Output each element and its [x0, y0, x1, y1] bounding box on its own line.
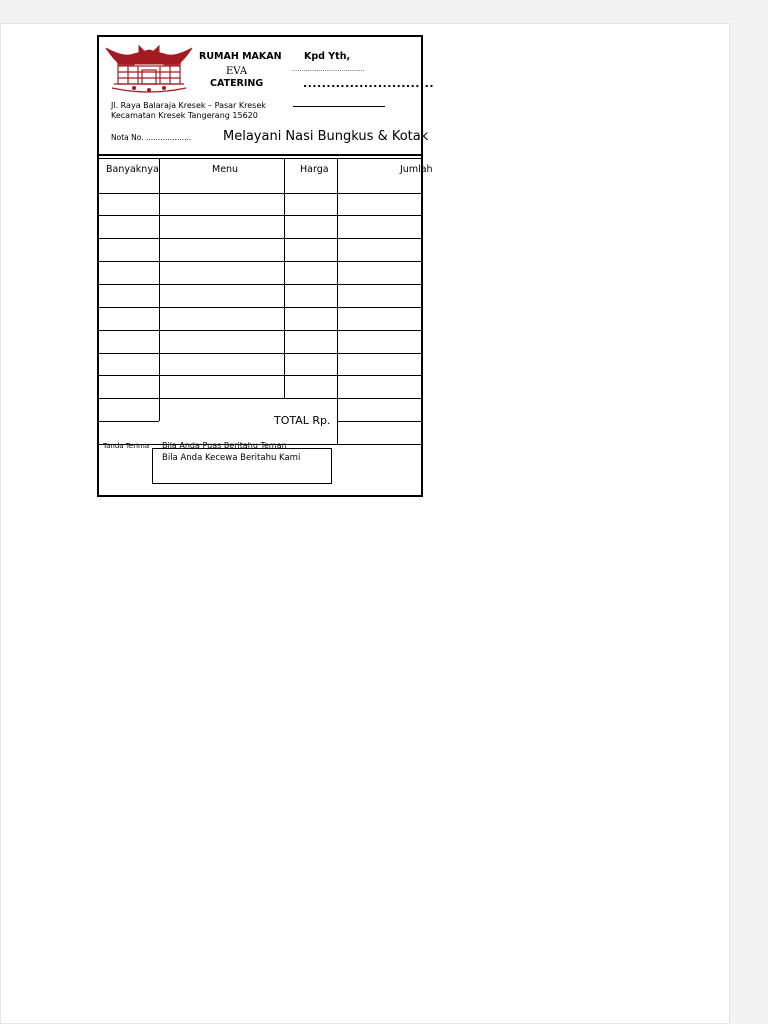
recipient-label: Kpd Yth, — [304, 51, 351, 62]
table-row-line — [337, 421, 421, 422]
table-row-line — [98, 330, 421, 331]
table-row-line — [98, 307, 421, 308]
business-name-line2: EVA — [226, 66, 248, 77]
column-header-harga: Harga — [300, 164, 329, 175]
recipient-dots-line2: ............................ — [303, 77, 435, 90]
address-line1: Jl. Raya Balaraja Kresek – Pasar Kresek — [111, 101, 266, 110]
column-header-menu: Menu — [212, 164, 239, 175]
header-divider-inner — [98, 158, 421, 159]
column-divider — [159, 158, 160, 421]
table-row-line — [98, 353, 421, 354]
disappointed-message: Bila Anda Kecewa Beritahu Kami — [162, 453, 301, 463]
table-row-line — [98, 398, 421, 399]
table-row-line — [98, 375, 421, 376]
table-row-line — [98, 261, 421, 262]
column-divider — [284, 158, 285, 398]
recipient-underline — [293, 106, 385, 107]
column-divider — [337, 158, 338, 444]
table-row-line — [98, 193, 421, 194]
business-name-line1: RUMAH MAKAN — [199, 51, 282, 62]
table-row-line — [98, 421, 159, 422]
table-row-line — [98, 238, 421, 239]
table-row-line — [98, 284, 421, 285]
signature-label: Tanda Terima — [103, 442, 150, 450]
satisfied-message: Bila Anda Puas Beritahu Teman — [162, 441, 287, 450]
tagline: Melayani Nasi Bungkus & Kotak — [223, 129, 429, 144]
header-divider — [98, 154, 421, 156]
total-label: TOTAL Rp. — [274, 414, 331, 427]
recipient-dots-line1: ...................................... — [292, 66, 365, 73]
rumah-gadang-icon — [104, 44, 194, 96]
column-header-banyaknya: Banyaknya — [106, 164, 159, 175]
table-row-line — [98, 215, 421, 216]
nota-number-label: Nota No. ................... — [111, 133, 192, 142]
address-line2: Kecamatan Kresek Tangerang 15620 — [111, 111, 258, 120]
column-header-jumlah: Jumlah — [400, 164, 433, 175]
business-name-line3: CATERING — [210, 78, 264, 89]
